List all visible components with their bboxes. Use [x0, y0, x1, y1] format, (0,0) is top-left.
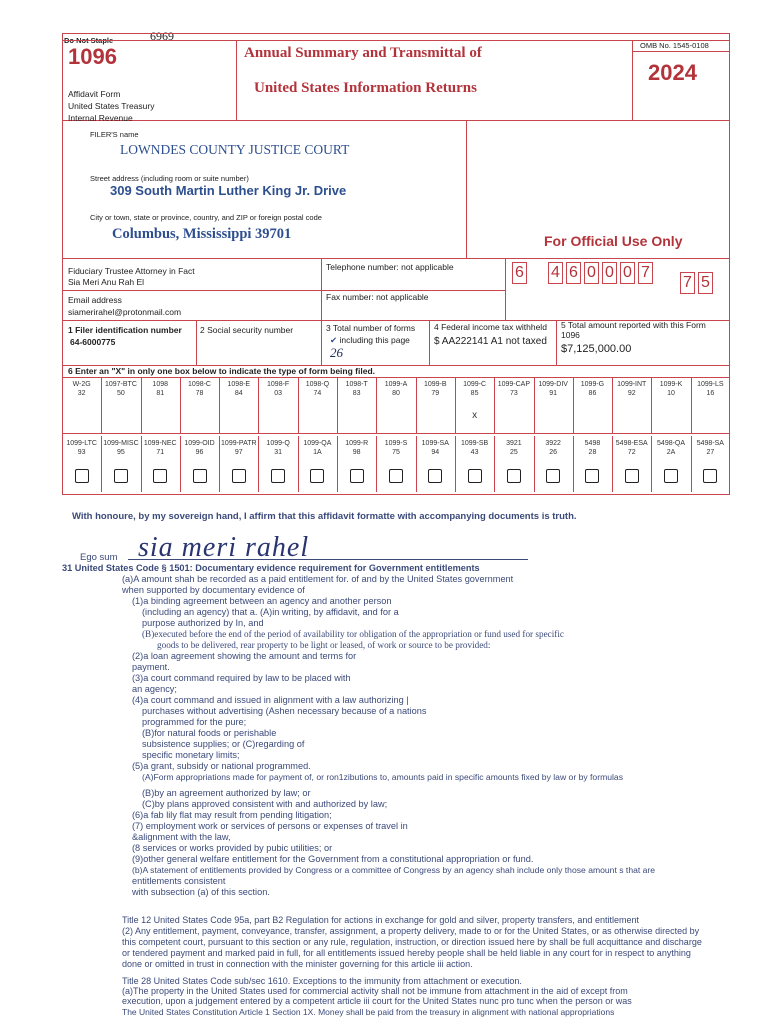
do-not-staple: Do Not Staple	[64, 36, 114, 45]
law-line: programmed for the pure;	[142, 717, 247, 727]
law-line: Title 28 United States Code sub/sec 1610. Exceptions to the immunity from attachment or execution.	[122, 976, 522, 986]
form-type-name: 1098-T	[345, 381, 368, 388]
form-type-name: 5498-ESA	[615, 440, 648, 447]
form-type-1099-q	[258, 439, 297, 457]
form-type-code: 80	[392, 390, 400, 397]
form-type-code: 83	[352, 390, 361, 397]
form-type-code: 96	[195, 449, 204, 456]
form-type-5498-qa	[651, 439, 690, 457]
form-type-code: 86	[588, 390, 597, 397]
form-type-5498	[573, 439, 612, 457]
form-type-checkbox[interactable]	[350, 469, 364, 483]
affidavit-form-label: Affidavit Form	[68, 89, 121, 99]
law-line: goods to be delivered, rear property to be light or leased, of work or source to be provided:	[157, 640, 491, 650]
form-type-code: 27	[706, 449, 715, 456]
law-line: &alignment with the law,	[132, 832, 231, 842]
law-line: specific monetary limits;	[142, 750, 240, 760]
filer-street: 309 South Martin Luther King Jr. Drive	[110, 183, 347, 198]
form-type-code: 10	[667, 390, 675, 397]
form-type-code: 31	[274, 449, 282, 456]
form-type-checkbox[interactable]	[75, 469, 89, 483]
law-line: payment.	[132, 662, 170, 672]
tax-year: 2024	[648, 60, 697, 85]
form-type-code: 75	[392, 449, 400, 456]
law-line: subsistence supplies; or (C)regarding of	[142, 739, 305, 749]
form-type-name: 1099-K	[659, 381, 683, 388]
form-type-checkbox[interactable]	[585, 469, 599, 483]
form-type-name: 1099-LTC	[66, 440, 97, 447]
law-line: this competent court, pursuant to this section or any rule, regulation, instruction, or direction issued here by shall be full acquittance and discharge	[122, 937, 702, 947]
form-type-1098-q	[298, 380, 337, 398]
email-label: Email address	[68, 295, 122, 305]
law-title-12	[62, 915, 730, 970]
form-type-name: 5498-QA	[657, 440, 686, 447]
form-type-name: 1097-BTC	[104, 381, 137, 388]
form-type-code: 79	[431, 390, 440, 397]
marked-x: x	[472, 410, 478, 421]
form-type-1099-r	[337, 439, 376, 457]
form-type-checkbox[interactable]	[625, 469, 639, 483]
form-type-name: 1099-QA	[303, 440, 332, 447]
form-type-code: 25	[509, 449, 518, 456]
law-line: (a)The property in the United States used for commercial activity shall not be immune from attachment in the aid of except from	[122, 986, 628, 996]
form-type-name: 1099-G	[580, 381, 605, 388]
law-line: (2) Any entitlement, payment, conveyance, transfer, assignment, a property delivery, made to or for the United States, or as otherwise directed by	[122, 926, 700, 936]
form-type-code: 98	[352, 449, 361, 456]
law-title: 31 United States Code § 1501: Documentary evidence requirement for Government entitlements	[62, 563, 480, 573]
form-type-code: 92	[627, 390, 636, 397]
law-line: with subsection (a) of this section.	[132, 887, 270, 897]
form-type-checkbox[interactable]	[428, 469, 442, 483]
box1-label: 1 Filer identification number	[68, 325, 182, 335]
box5-label: 5 Total amount reported with this Form 1096	[561, 320, 706, 340]
official-digit: 5	[698, 272, 713, 294]
form-type-1099-g	[573, 380, 612, 398]
form-type-code: 71	[156, 449, 165, 456]
form-type-1099-misc	[101, 439, 140, 457]
form-type-1099-nec	[141, 439, 180, 457]
box1-value: 64-6000775	[70, 337, 116, 347]
form-type-5498-esa	[612, 439, 651, 457]
filer-name: LOWNDES COUNTY JUSTICE COURT	[120, 142, 350, 157]
law-line: (8 services or works provided by pubic utilities; or	[132, 843, 333, 853]
form-type-code: 2A	[666, 449, 676, 456]
form-type-code: 93	[77, 449, 86, 456]
form-type-1098	[141, 380, 180, 398]
official-digit: 0	[620, 262, 635, 284]
law-line: Title 12 United States Code 95a, part B2 Regulation for actions in exchange for gold and silver, property transfers, and entitlement	[122, 915, 639, 925]
form-type-1099-a	[376, 380, 415, 398]
form-type-name: W-2G	[72, 381, 91, 388]
box3-value: 26	[330, 345, 343, 360]
form-type-name: 1098-C	[188, 381, 211, 388]
official-digit: 4	[548, 262, 563, 284]
official-digit: 7	[638, 262, 653, 284]
filer-name-label: FILER'S name	[90, 130, 139, 139]
form-type-code: 84	[234, 390, 243, 397]
law-line: (3)a court command required by law to be placed with	[132, 673, 351, 683]
form-type-code: 03	[274, 390, 282, 397]
form-type-checkbox[interactable]	[271, 469, 285, 483]
form-type-code: 91	[549, 390, 558, 397]
form-type-name: 1098-Q	[305, 381, 330, 388]
form-type-5498-sa	[691, 439, 730, 457]
internal-revenue-label: Internal Revenue	[68, 113, 133, 123]
law-line: purchases without advertising (Ashen necessary because of a nations	[142, 706, 427, 716]
law-section-1501	[62, 563, 730, 898]
form-type-code: 72	[627, 449, 636, 456]
box2-label: 2 Social security number	[200, 325, 294, 335]
official-digit: 0	[584, 262, 599, 284]
law-line: (4)a court command and issued in alignment with a law authorizing |	[132, 695, 409, 705]
form-type-code: 50	[117, 390, 125, 397]
form-type-checkbox[interactable]	[468, 469, 482, 483]
form-type-checkbox[interactable]	[310, 469, 324, 483]
law-constitution	[62, 1008, 730, 1016]
form-type-grid	[62, 377, 730, 495]
form-type-code: 78	[195, 390, 204, 397]
telephone-field: Telephone number: not applicable	[326, 262, 454, 272]
law-line: (B)for natural foods or perishable	[142, 728, 277, 738]
form-type-code: 97	[234, 449, 243, 456]
box4-value: $ AA222141 A1 not taxed	[434, 336, 547, 347]
fiduciary-label: Fiduciary Trustee Attorney in Fact	[68, 266, 195, 276]
form-type-name: 1099-NEC	[143, 440, 177, 447]
form-type-name: 1098	[152, 381, 168, 388]
form-type-checkbox[interactable]	[507, 469, 521, 483]
form-type-checkbox[interactable]	[546, 469, 560, 483]
law-line: purpose authorized by In, and	[142, 618, 264, 628]
law-line: done or omitted in trust in connection with the minister governing for this article iii action.	[122, 959, 473, 969]
form-type-code: 74	[313, 390, 322, 397]
law-line: (7) employment work or services of persons or expenses of travel in	[132, 821, 408, 831]
official-digit: 7	[680, 272, 695, 294]
check-icon: ✔	[330, 335, 340, 345]
form-type-1099-oid	[180, 439, 219, 457]
law-line: (B)by an agreement authorized by law; or	[142, 788, 311, 798]
form-type-name: 1099-S	[384, 440, 408, 447]
treasury-label: United States Treasury	[68, 101, 155, 111]
form-type-name: 1099-R	[345, 440, 369, 447]
form-type-1098-t	[337, 380, 376, 398]
law-line: (A)Form appropriations made for payment of, or ron1zibutions to, amounts paid in specific amounts fixed by law or by formulas	[142, 772, 623, 782]
form-type-checkbox[interactable]	[114, 469, 128, 483]
form-type-name: 1098-E	[227, 381, 251, 388]
official-use-only: For Official Use Only	[544, 233, 683, 249]
form-type-name: 1099-SA	[421, 440, 449, 447]
form-type-1099-int	[612, 380, 651, 398]
fax-field: Fax number: not applicable	[326, 292, 429, 302]
form-type-3922	[534, 439, 573, 457]
law-line: (1)a binding agreement between an agency and another person	[132, 596, 392, 606]
form-type-name: 1099-LS	[697, 381, 724, 388]
law-line: when supported by documentary evidence of	[122, 585, 305, 595]
form-title-line1: Annual Summary and Transmittal of	[244, 45, 482, 61]
box3-label: 3 Total number of forms	[326, 323, 416, 333]
form-type-checkbox[interactable]	[664, 469, 678, 483]
form-type-checkbox[interactable]	[703, 469, 717, 483]
form-type-code: 26	[549, 449, 558, 456]
form-type-name: 1098-F	[267, 381, 290, 388]
form-type-name: 5498-SA	[696, 440, 724, 447]
form-type-checkbox[interactable]	[153, 469, 167, 483]
form-type-checkbox[interactable]	[389, 469, 403, 483]
form-type-code: 32	[77, 390, 86, 397]
law-line: (5)a grant, subsidy or national programmed.	[132, 761, 311, 771]
form-type-1099-k	[651, 380, 690, 398]
form-type-1099-s	[376, 439, 415, 457]
form-type-1099-sb	[455, 439, 494, 457]
form-type-1099-ls	[691, 380, 730, 398]
form-type-3921	[494, 439, 533, 457]
form-type-1099-div	[534, 380, 573, 398]
form-type-code: 81	[156, 390, 165, 397]
email-value: siamerirahel@protonmail.com	[68, 307, 182, 317]
form-type-1097-btc	[101, 380, 140, 398]
form-type-code: 95	[117, 449, 125, 456]
form-type-name: 1099-PATR	[221, 440, 257, 447]
form-type-code: 43	[470, 449, 479, 456]
filer-city: Columbus, Mississippi 39701	[112, 226, 292, 242]
form-type-code: 28	[588, 449, 597, 456]
law-line: (b)A statement of entitlements provided by Congress or a committee of Congress by an agency shah include only those amount s that are	[132, 865, 656, 875]
form-type-code: 1A	[313, 449, 322, 456]
law-line: an agency;	[132, 684, 177, 694]
form-type-name: 1099-Q	[266, 440, 290, 447]
form-type-1098-c	[180, 380, 219, 398]
form-type-name: 3921	[506, 440, 522, 447]
form-type-name: 1099-MISC	[103, 440, 139, 447]
law-line: (9)other general welfare entitlement for the Government from a constitutional appropriation or fund.	[132, 854, 534, 864]
form-type-code: 94	[431, 449, 440, 456]
law-line: (6)a fab lily flat may result from pending litigation;	[132, 810, 332, 820]
form-type-1099-ltc	[62, 439, 101, 457]
form-type-name: 1099-DIV	[538, 381, 568, 388]
law-line: (B)executed before the end of the period of availability tor obligation of the appropriation or fund used for specific	[142, 629, 564, 639]
form-type-name: 1099-SB	[460, 440, 489, 447]
form-type-1098-f	[258, 380, 297, 398]
box4-label: 4 Federal income tax withheld	[434, 322, 547, 332]
box5-value: $7,125,000.00	[561, 343, 632, 355]
form-type-name: 1099-C	[463, 381, 487, 388]
official-digit: 6	[512, 262, 527, 284]
form-type-1099-sa	[416, 439, 455, 457]
form-type-1099-qa	[298, 439, 337, 457]
city-label: City or town, state or province, country, and ZIP or foreign postal code	[90, 213, 322, 222]
form-type-code: 16	[706, 390, 715, 397]
form-type-1098-e	[219, 380, 258, 398]
law-line: The United States Constitution Article 1 Section 1X. Money shall be paid from the treasury in alignment with national appropriations	[122, 1007, 615, 1017]
form-type-name: 1099-INT	[617, 381, 647, 388]
form-type-name: 1099-OID	[184, 440, 215, 447]
law-line: (a)A amount shah be recorded as a paid entitlement for. of and by the United States government	[122, 574, 514, 584]
box6-label: 6 Enter an "X" in only one box below to indicate the type of form being filed.	[68, 366, 376, 376]
law-title-28	[62, 976, 730, 1006]
handwritten-number: 6969	[150, 29, 174, 43]
form-type-checkbox[interactable]	[193, 469, 207, 483]
official-digit: 6	[566, 262, 581, 284]
signature: sia meri rahel	[138, 532, 310, 563]
law-line: or tendered payment and marked paid in full, for all entitlements issued hereby people shall be held liable in any court for in respect to anything	[122, 948, 691, 958]
form-title-line2: United States Information Returns	[254, 80, 477, 96]
form-type-1099-c	[455, 380, 494, 398]
affirmation-text: With honoure, by my sovereign hand, I affirm that this affidavit formatte with accompanying documents is truth.	[72, 511, 577, 522]
form-type-1099-b	[416, 380, 455, 398]
law-line: (2)a loan agreement showing the amount and terms for	[132, 651, 357, 661]
form-type-name: 1099-B	[423, 381, 447, 388]
street-label: Street address (including room or suite number)	[90, 174, 249, 183]
law-line: execution, upon a judgement entered by a competent article iii court for the United States nunc pro tunc when the person or was	[122, 996, 632, 1006]
law-line: entitlements consistent	[132, 876, 226, 886]
form-type-1099-cap	[494, 380, 533, 398]
form-type-name: 1099-CAP	[497, 381, 531, 388]
form-type-code: 85	[470, 390, 479, 397]
form-type-1099-patr	[219, 439, 258, 457]
form-type-name: 3922	[545, 440, 561, 447]
ego-sum-label: Ego sum	[80, 552, 118, 563]
box3-sublabel: ✔ including this page	[330, 335, 410, 345]
form-type-w-2g	[62, 380, 101, 398]
fiduciary-name: Sia Meri Anu Rah El	[68, 277, 145, 287]
law-line: (including an agency) that a. (A)in writing, by affidavit, and for a	[142, 607, 399, 617]
omb-number: OMB No. 1545-0108	[640, 41, 709, 50]
form-number: 1096	[68, 44, 117, 69]
law-line: (C)by plans approved consistent with and authorized by law;	[142, 799, 388, 809]
form-type-name: 1099-A	[384, 381, 408, 388]
form-type-name: 5498	[584, 440, 601, 447]
official-digit: 0	[602, 262, 617, 284]
form-type-checkbox[interactable]	[232, 469, 246, 483]
form-type-code: 73	[509, 390, 518, 397]
